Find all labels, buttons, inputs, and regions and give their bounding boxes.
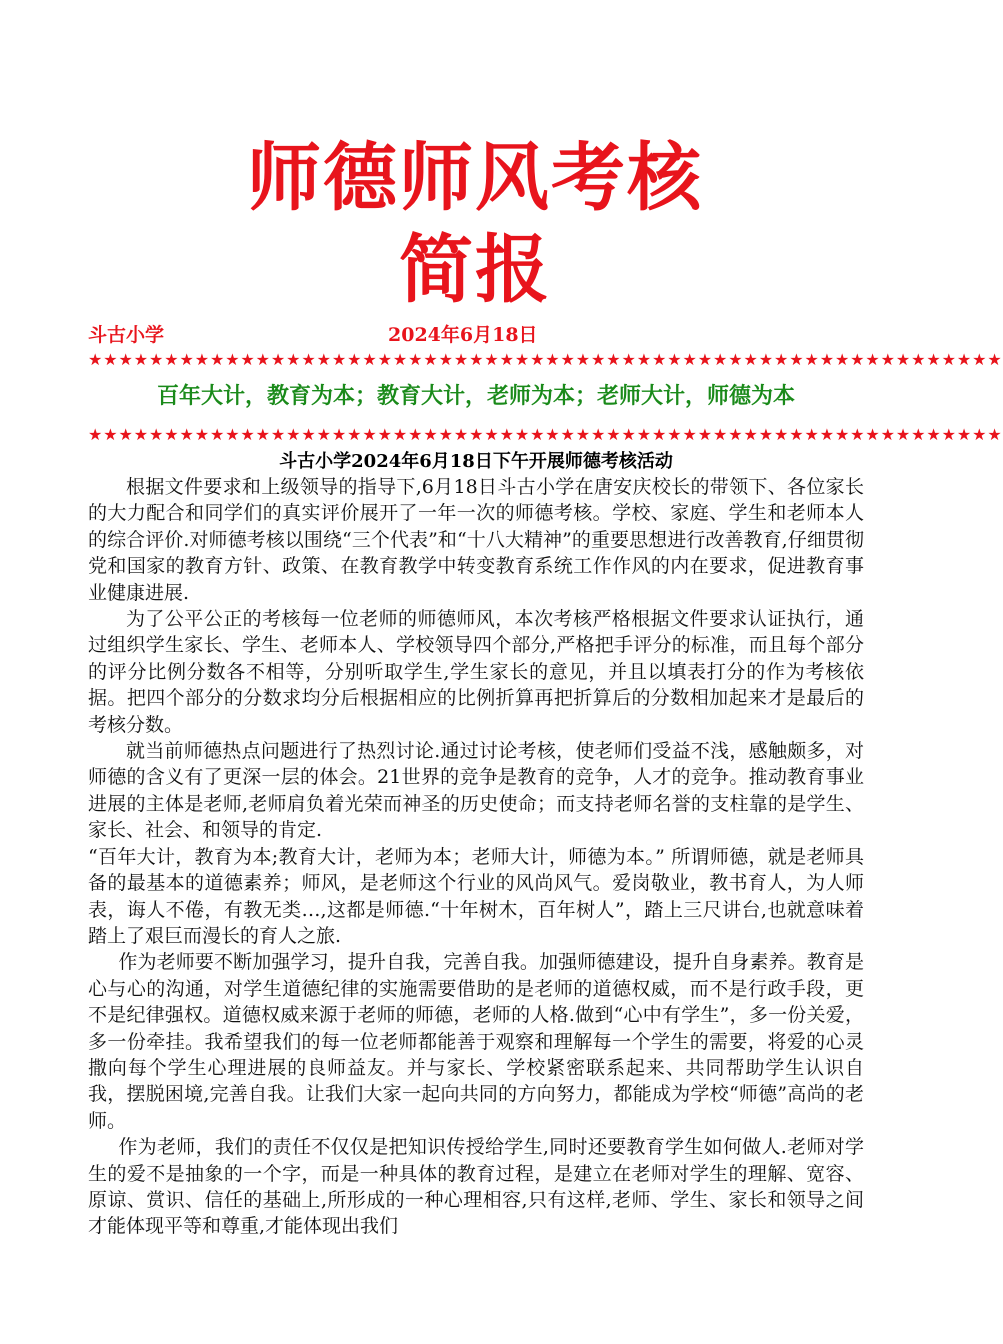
school-name: 斗古小学	[88, 324, 165, 346]
star-divider-top: ★★★★★★★★★★★★★★★★★★★★★★★★★★★★★★★★★★★★★★★★★★★★★★★★★★★★★★★★★★★★	[88, 350, 1003, 369]
bulletin-title: 师德师风考核	[247, 135, 703, 221]
paragraph-5: 作为老师要不断加强学习，提升自我，完善自我。加强师德建设，提升自身素养。教育是心与心的沟通，对学生道德纪律的实施需要借助的是老师的道德权威，而不是行政手段，更不是纪律强权。道德权威来源于老师的师德，老师的人格.做到“心中有学生”，多一份关爱，多一份牵挂。我希望我们的每一位老师都能善于观察和理解每一个学生的需要，将爱的心灵撒向每个学生心理进展的良师益友。并与家长、学校紧密联系起来、共同帮助学生认识自我，摆脱困境,完善自我。让我们大家一起向共同的方向努力，都能成为学校“师德”高尚的老师。	[88, 951, 864, 1132]
paragraph-2: 为了公平公正的考核每一位老师的师德师风，本次考核严格根据文件要求认证执行，通过组织学生家长、学生、老师本人、学校领导四个部分,严格把手评分的标准，而且每个部分的评分比例分数各不相等，分别听取学生,学生家长的意见，并且以填表打分的作为考核依据。把四个部分的分数求均分后根据相应的比例折算再把折算后的分数相加起来才是最后的考核分数。	[88, 608, 864, 736]
paragraph-3: 就当前师德热点问题进行了热烈讨论.通过讨论考核，使老师们受益不浅，感触颇多，对师德的含义有了更深一层的体会。21世界的竞争是教育的竞争，人才的竞争。推动教育事业进展的主体是老师,老师肩负着光荣而神圣的历史使命；而支持老师名誉的支柱靠的是学生、家长、社会、和领导的肯定.	[88, 740, 864, 842]
paragraph-4: “百年大计，教育为本;教育大计，老师为本；老师大计，师德为本。” 所谓师德，就是老师具备的最基本的道德素养；师风，是老师这个行业的风尚风气。爱岗敬业，教书育人，为人师表，诲人不倦，有教无类…,这都是师德.“十年树木，百年树人”，踏上三尺讲台,也就意味着踏上了艰巨而漫长的育人之旅.	[88, 845, 864, 947]
article-title: 斗古小学2024年6月18日下午开展师德考核活动	[279, 451, 673, 472]
bulletin-subtitle: 简报	[399, 227, 551, 313]
slogan: 百年大计，教育为本；教育大计，老师为本；老师大计，师德为本	[156, 384, 795, 409]
issue-date: 2024年6月18日	[388, 324, 538, 346]
paragraph-1: 根据文件要求和上级领导的指导下,6月18日斗古小学在唐安庆校长的带领下、各位家长的大力配合和同学们的真实评价展开了一年一次的师德考核。学校、家庭、学生和老师本人的综合评价.对师德考核以围绕“三个代表”和“十八大精神”的重要思想进行改善教育,仔细贯彻党和国家的教育方针、政策、在教育教学中转变教育系统工作作风的内在要求，促进教育事业健康进展.	[88, 476, 864, 604]
star-divider-bottom: ★★★★★★★★★★★★★★★★★★★★★★★★★★★★★★★★★★★★★★★★★★★★★★★★★★★★★★★★★★★★	[88, 425, 1003, 444]
paragraph-6: 作为老师，我们的责任不仅仅是把知识传授给学生,同时还要教育学生如何做人.老师对学生的爱不是抽象的一个字，而是一种具体的教育过程，是建立在老师对学生的理解、宽容、原谅、赏识、信任的基础上,所形成的一种心理相容,只有这样,老师、学生、家长和领导之间才能体现平等和尊重,才能体现出我们	[88, 1136, 864, 1238]
article-body	[88, 474, 864, 1240]
